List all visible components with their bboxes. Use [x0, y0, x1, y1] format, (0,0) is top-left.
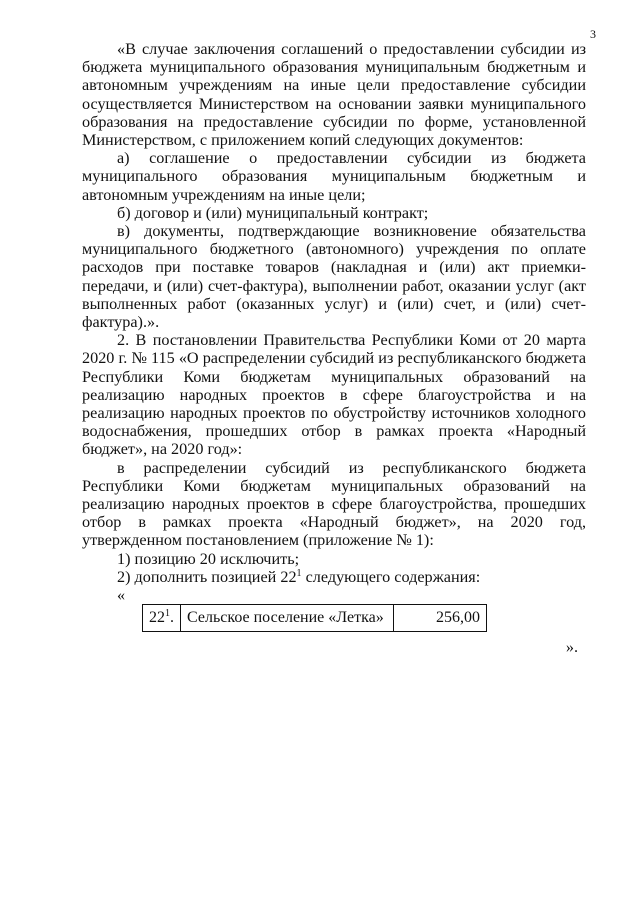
quote-close-mark: ».: [565, 638, 578, 657]
paragraph-section-2: 2. В постановлении Правительства Республики Коми от 20 марта 2020 г. № 115 «О распределении субсидий из республиканского бюджета Республики Коми бюджетам муниципальных образований на реализацию народных проектов в сфере благоустройства и на реализацию народных проектов по обустройству источников холодного водоснабжения, прошедших отбор в рамках проекта «Народный бюджет», на 2020 год»:: [82, 331, 586, 459]
paragraph-item-c: в) документы, подтверждающие возникновение обязательства муниципального бюджетного (автономного) учреждения по оплате расходов при поставке товаров (накладная и (или) акт приемки-передачи, и (или) счет-фактура), выполнении работ, оказании услуг (акт выполненных работ (оказанных услуг) и (или) счет, и (или) счет-фактура).».: [82, 222, 586, 332]
position-table: [142, 604, 487, 632]
paragraph-item-b: б) договор и (или) муниципальный контракт;: [117, 203, 429, 222]
position-number-superscript: 1: [165, 607, 170, 619]
table-cell-amount: 256,00: [394, 605, 487, 632]
paragraph-distribution: в распределении субсидий из республиканского бюджета Республики Коми бюджетам муниципальных образований на реализацию народных проектов в сфере благоустройства, прошедших отбор в рамках проекта «Народный бюджет», на 2020 год, утвержденном постановлением (приложение № 1):: [82, 458, 586, 550]
table-wrapper: [142, 604, 586, 632]
document-body: [82, 40, 586, 656]
list-item-2-suffix: следующего содержания:: [301, 567, 481, 586]
page-number: 3: [590, 27, 596, 41]
table-row: [143, 605, 487, 632]
list-item-2-superscript: 1: [296, 567, 302, 579]
paragraph-intro: «В случае заключения соглашений о предоставлении субсидии из бюджета муниципального образования муниципальным бюджетным и автономным учреждениям на иные цели предоставление субсидии осуществляется Министерством на основании заявки муниципального образования на предоставление субсидии по форме, установленной Министерством, с приложением копий следующих документов:: [82, 40, 586, 150]
quote-open-mark: «: [117, 586, 126, 605]
position-number: 22: [149, 608, 165, 626]
position-number-dot: .: [170, 608, 174, 626]
list-item-2-prefix: 2) дополнить позицией 22: [117, 567, 297, 586]
list-item-1: 1) позицию 20 исключить;: [117, 549, 300, 568]
table-cell-name: Сельское поселение «Летка»: [181, 605, 394, 632]
table-cell-number: [143, 605, 181, 632]
paragraph-item-a: а) соглашение о предоставлении субсидии из бюджета муниципального образования муниципальным бюджетным и автономным учреждениям на иные цели;: [82, 149, 586, 204]
list-item-2: [82, 568, 586, 586]
